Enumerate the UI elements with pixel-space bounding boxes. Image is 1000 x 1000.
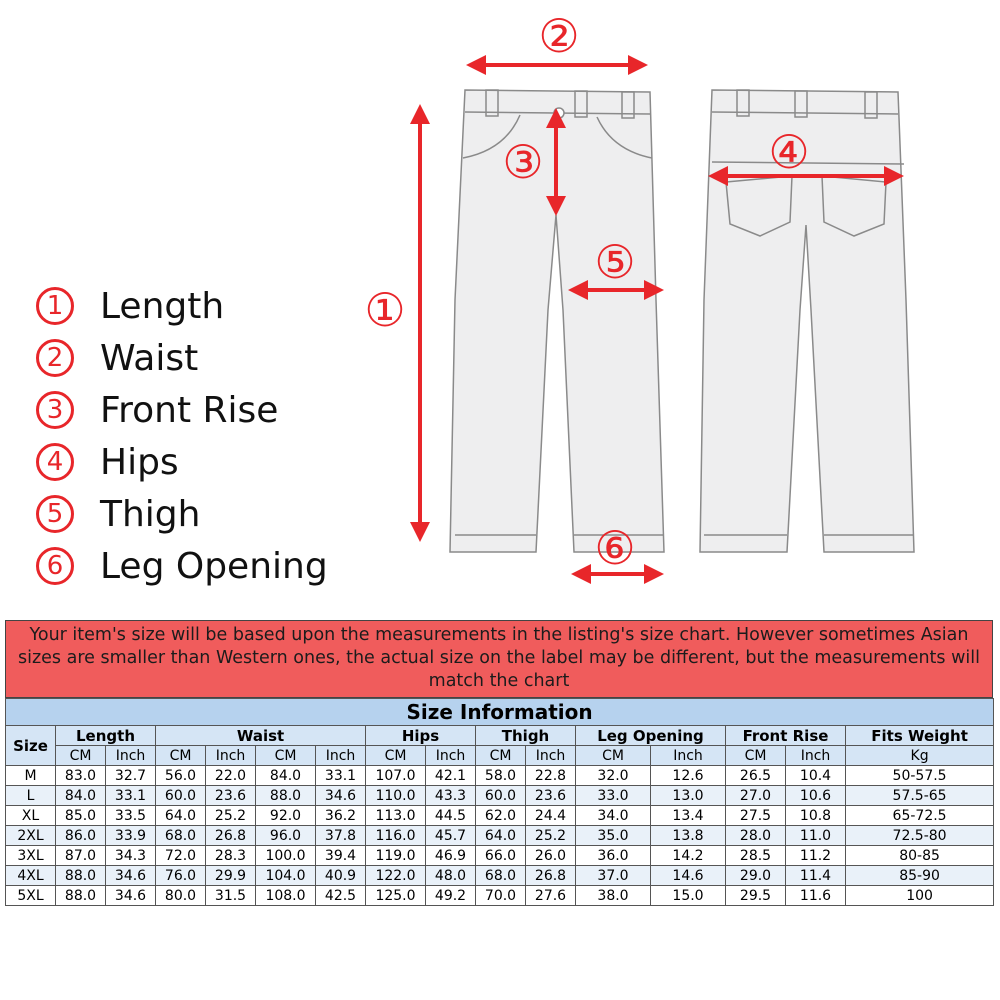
table-cell: 13.4	[651, 806, 726, 826]
table-cell: 122.0	[366, 866, 426, 886]
legend-number: 5	[36, 495, 74, 533]
table-cell: 42.1	[426, 766, 476, 786]
table-cell: 84.0	[56, 786, 106, 806]
table-cell: 10.6	[786, 786, 846, 806]
table-cell: 22.8	[526, 766, 576, 786]
table-cell: 125.0	[366, 886, 426, 906]
unit-header: Inch	[206, 746, 256, 766]
table-cell: 26.8	[206, 826, 256, 846]
table-cell: 33.1	[316, 766, 366, 786]
legend-number: 6	[36, 547, 74, 585]
table-cell: 84.0	[256, 766, 316, 786]
legend-label: Waist	[100, 337, 199, 379]
table-row	[6, 886, 994, 906]
table-cell: 60.0	[476, 786, 526, 806]
table-cell: 107.0	[366, 766, 426, 786]
size-information-table	[5, 698, 994, 906]
table-cell: 68.0	[156, 826, 206, 846]
table-cell: 11.2	[786, 846, 846, 866]
unit-header: CM	[256, 746, 316, 766]
table-cell: 49.2	[426, 886, 476, 906]
table-row	[6, 826, 994, 846]
marker-leg-opening: ⑥	[594, 521, 636, 575]
unit-header: Inch	[106, 746, 156, 766]
table-cell: 35.0	[576, 826, 651, 846]
legend-item-length	[36, 280, 328, 332]
table-cell: 27.0	[726, 786, 786, 806]
unit-header: Inch	[651, 746, 726, 766]
table-cell: 14.2	[651, 846, 726, 866]
legend-label: Leg Opening	[100, 545, 328, 587]
legend-label: Thigh	[100, 493, 201, 535]
table-cell: 70.0	[476, 886, 526, 906]
table-cell: 66.0	[476, 846, 526, 866]
table-cell: 57.5-65	[846, 786, 994, 806]
table-cell: 88.0	[56, 886, 106, 906]
table-row	[6, 806, 994, 826]
table-cell: 24.4	[526, 806, 576, 826]
table-cell: 87.0	[56, 846, 106, 866]
unit-header: CM	[576, 746, 651, 766]
table-cell: 11.6	[786, 886, 846, 906]
table-cell: 86.0	[56, 826, 106, 846]
table-cell: 83.0	[56, 766, 106, 786]
table-cell: 28.0	[726, 826, 786, 846]
table-cell: 65-72.5	[846, 806, 994, 826]
table-cell: 119.0	[366, 846, 426, 866]
group-header-waist: Waist	[156, 726, 366, 746]
table-cell: 39.4	[316, 846, 366, 866]
table-row	[6, 866, 994, 886]
table-row	[6, 766, 994, 786]
table-cell: 43.3	[426, 786, 476, 806]
marker-front-rise: ③	[502, 135, 544, 189]
unit-header: Inch	[786, 746, 846, 766]
table-cell: 33.5	[106, 806, 156, 826]
table-cell: 58.0	[476, 766, 526, 786]
table-cell: 44.5	[426, 806, 476, 826]
table-cell: 10.4	[786, 766, 846, 786]
table-cell: 23.6	[526, 786, 576, 806]
size-cell: 3XL	[6, 846, 56, 866]
legend-item-hips	[36, 436, 328, 488]
size-cell: 2XL	[6, 826, 56, 846]
table-cell: 40.9	[316, 866, 366, 886]
unit-header: Inch	[526, 746, 576, 766]
table-cell: 29.9	[206, 866, 256, 886]
table-cell: 46.9	[426, 846, 476, 866]
table-cell: 34.6	[106, 866, 156, 886]
table-cell: 80-85	[846, 846, 994, 866]
table-cell: 26.5	[726, 766, 786, 786]
table-cell: 92.0	[256, 806, 316, 826]
group-header-hips: Hips	[366, 726, 476, 746]
table-cell: 23.6	[206, 786, 256, 806]
table-cell: 28.3	[206, 846, 256, 866]
table-cell: 38.0	[576, 886, 651, 906]
size-column-header: Size	[6, 726, 56, 766]
size-cell: 4XL	[6, 866, 56, 886]
table-cell: 34.6	[316, 786, 366, 806]
table-cell: 22.0	[206, 766, 256, 786]
unit-header: CM	[726, 746, 786, 766]
size-cell: 5XL	[6, 886, 56, 906]
legend-item-thigh	[36, 488, 328, 540]
table-cell: 85-90	[846, 866, 994, 886]
table-cell: 108.0	[256, 886, 316, 906]
table-cell: 29.5	[726, 886, 786, 906]
table-cell: 37.8	[316, 826, 366, 846]
legend-label: Length	[100, 285, 225, 327]
table-cell: 36.0	[576, 846, 651, 866]
legend-label: Front Rise	[100, 389, 279, 431]
table-cell: 31.5	[206, 886, 256, 906]
legend-item-waist	[36, 332, 328, 384]
table-title: Size Information	[6, 699, 994, 726]
table-cell: 88.0	[56, 866, 106, 886]
group-header-length: Length	[56, 726, 156, 746]
table-cell: 25.2	[206, 806, 256, 826]
unit-header: CM	[366, 746, 426, 766]
table-cell: 33.1	[106, 786, 156, 806]
table-cell: 33.0	[576, 786, 651, 806]
table-cell: 85.0	[56, 806, 106, 826]
table-cell: 27.5	[726, 806, 786, 826]
unit-header: Inch	[316, 746, 366, 766]
legend-number: 4	[36, 443, 74, 481]
table-cell: 32.0	[576, 766, 651, 786]
table-cell: 50-57.5	[846, 766, 994, 786]
legend-item-leg-opening	[36, 540, 328, 592]
legend-number: 2	[36, 339, 74, 377]
table-cell: 37.0	[576, 866, 651, 886]
table-cell: 80.0	[156, 886, 206, 906]
table-cell: 34.0	[576, 806, 651, 826]
table-cell: 13.8	[651, 826, 726, 846]
marker-length: ①	[364, 283, 406, 337]
group-header-thigh: Thigh	[476, 726, 576, 746]
table-cell: 104.0	[256, 866, 316, 886]
table-cell: 34.6	[106, 886, 156, 906]
table-cell: 36.2	[316, 806, 366, 826]
legend-number: 3	[36, 391, 74, 429]
table-cell: 60.0	[156, 786, 206, 806]
table-cell: 110.0	[366, 786, 426, 806]
table-cell: 76.0	[156, 866, 206, 886]
table-cell: 13.0	[651, 786, 726, 806]
table-cell: 11.4	[786, 866, 846, 886]
unit-header: CM	[476, 746, 526, 766]
table-cell: 26.8	[526, 866, 576, 886]
measurement-legend	[36, 280, 328, 592]
marker-thigh: ⑤	[594, 235, 636, 289]
table-cell: 12.6	[651, 766, 726, 786]
table-cell: 29.0	[726, 866, 786, 886]
table-cell: 56.0	[156, 766, 206, 786]
table-cell: 48.0	[426, 866, 476, 886]
table-cell: 26.0	[526, 846, 576, 866]
table-cell: 64.0	[156, 806, 206, 826]
table-cell: 15.0	[651, 886, 726, 906]
table-cell: 62.0	[476, 806, 526, 826]
table-cell: 45.7	[426, 826, 476, 846]
table-cell: 96.0	[256, 826, 316, 846]
legend-item-front-rise	[36, 384, 328, 436]
group-header-fits-weight: Fits Weight	[846, 726, 994, 746]
table-cell: 28.5	[726, 846, 786, 866]
table-cell: 10.8	[786, 806, 846, 826]
table-cell: 42.5	[316, 886, 366, 906]
table-cell: 64.0	[476, 826, 526, 846]
legend-label: Hips	[100, 441, 179, 483]
table-cell: 72.5-80	[846, 826, 994, 846]
unit-header: Inch	[426, 746, 476, 766]
legend-number: 1	[36, 287, 74, 325]
marker-waist: ②	[538, 9, 580, 63]
table-cell: 32.7	[106, 766, 156, 786]
table-row	[6, 846, 994, 866]
table-cell: 100	[846, 886, 994, 906]
table-cell: 14.6	[651, 866, 726, 886]
table-cell: 113.0	[366, 806, 426, 826]
table-cell: 27.6	[526, 886, 576, 906]
unit-header: Kg	[846, 746, 994, 766]
table-row	[6, 786, 994, 806]
table-cell: 100.0	[256, 846, 316, 866]
group-header-front-rise: Front Rise	[726, 726, 846, 746]
size-notice-banner: Your item's size will be based upon the measurements in the listing's size chart. However sometimes Asian sizes are smaller than Western ones, the actual size on the label may be different, but the measurements will match the chart	[5, 620, 993, 698]
table-cell: 88.0	[256, 786, 316, 806]
marker-hips: ④	[768, 125, 810, 179]
table-cell: 25.2	[526, 826, 576, 846]
size-table-body	[6, 766, 994, 906]
table-cell: 72.0	[156, 846, 206, 866]
size-cell: M	[6, 766, 56, 786]
table-cell: 11.0	[786, 826, 846, 846]
size-cell: L	[6, 786, 56, 806]
group-header-leg-opening: Leg Opening	[576, 726, 726, 746]
table-cell: 33.9	[106, 826, 156, 846]
table-cell: 68.0	[476, 866, 526, 886]
table-cell: 116.0	[366, 826, 426, 846]
size-cell: XL	[6, 806, 56, 826]
unit-header: CM	[56, 746, 106, 766]
table-cell: 34.3	[106, 846, 156, 866]
unit-header: CM	[156, 746, 206, 766]
